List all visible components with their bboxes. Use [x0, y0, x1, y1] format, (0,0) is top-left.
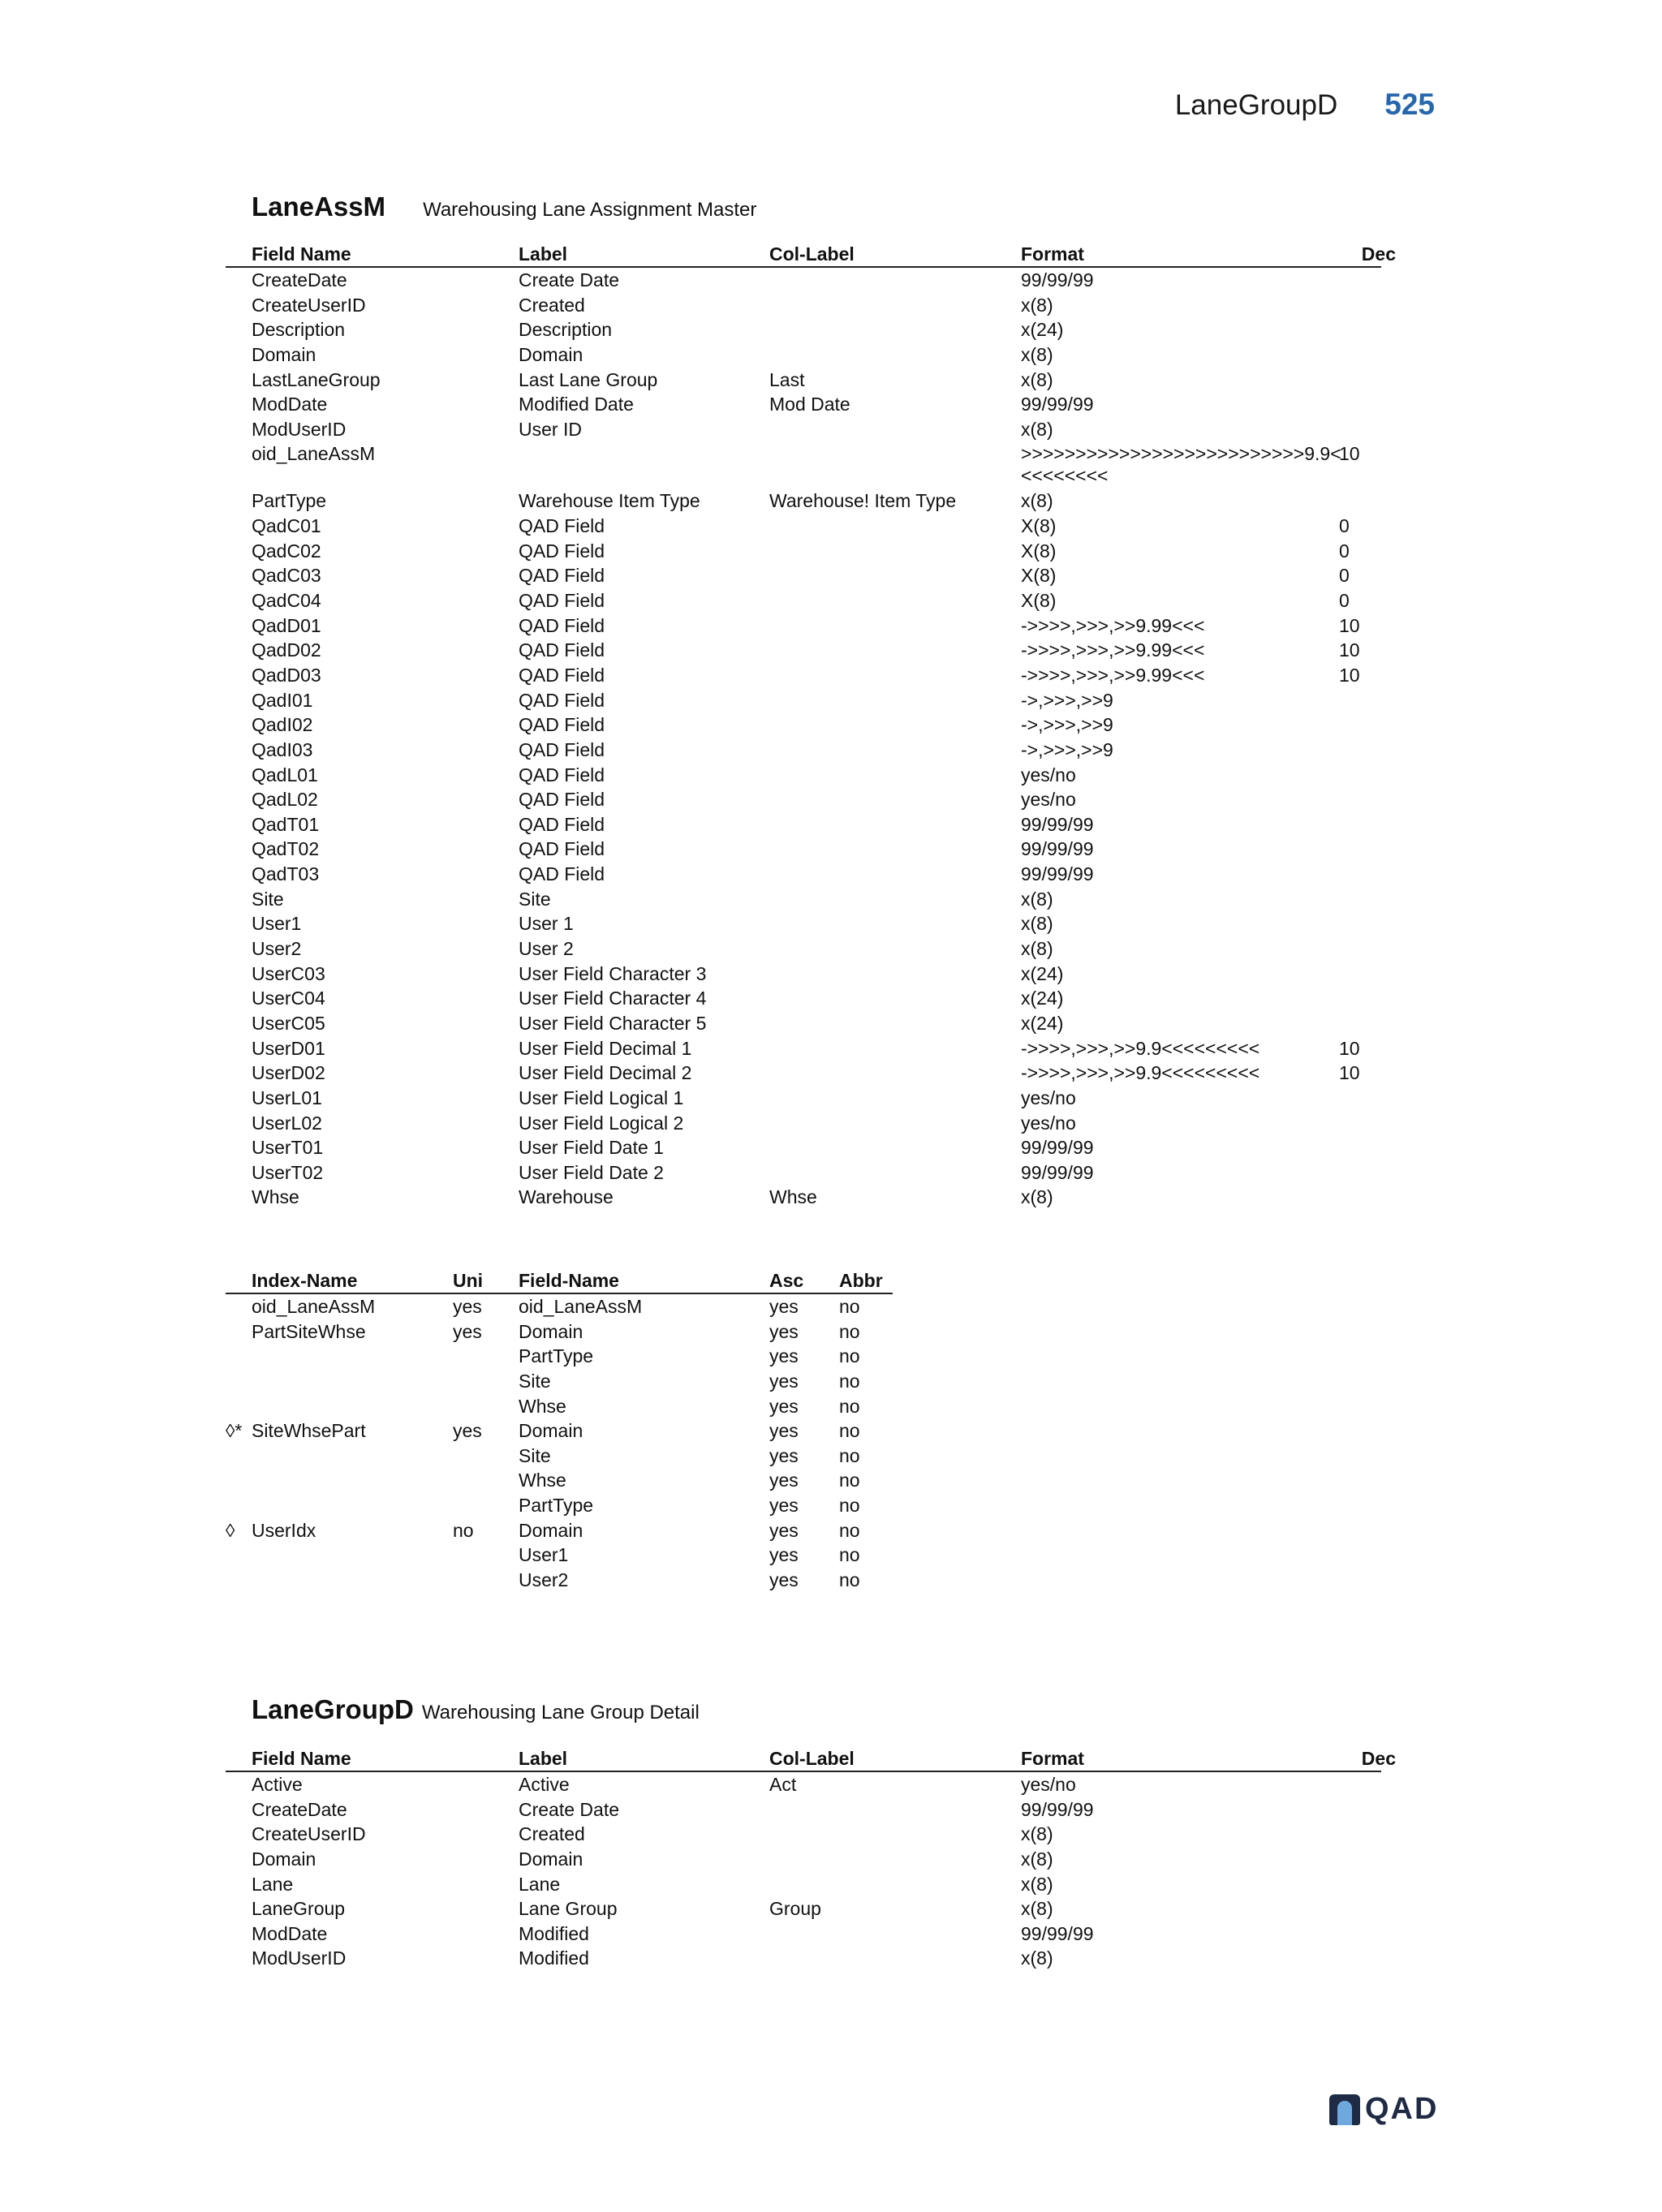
format-cell: ->>>>,>>>,>>9.99<<<: [1021, 664, 1205, 686]
table-row: [226, 1568, 893, 1593]
col-col-label: Col-Label: [769, 1748, 855, 1769]
field-name-cell: oid_LaneAssM: [252, 443, 376, 465]
label-cell: User Field Character 3: [519, 962, 707, 984]
field-name-cell: QadT01: [252, 813, 320, 835]
col-index-name: Index-Name: [252, 1270, 358, 1291]
label-cell: QAD Field: [519, 813, 605, 835]
field-name-cell: LaneGroup: [252, 1898, 346, 1920]
field-table-body-2: [226, 1772, 1381, 1971]
label-cell: Last Lane Group: [519, 368, 658, 390]
field-name-cell: QadL01: [252, 764, 318, 785]
table-title-lanegroupd: [252, 1694, 700, 1725]
table-row: [226, 986, 1381, 1011]
field-name-cell: Active: [252, 1774, 303, 1795]
format-cell: x(8): [1021, 1898, 1053, 1920]
table-row: [226, 1797, 1381, 1823]
label-cell: User Field Character 4: [519, 988, 707, 1009]
format-cell: X(8): [1021, 540, 1057, 562]
field-table-body: [226, 268, 1381, 1210]
dec-cell: 0: [1339, 565, 1350, 587]
dec-cell: 0: [1339, 590, 1350, 612]
field-name-cell: QadC02: [252, 540, 321, 562]
format-cell: ->,>>>,>>9: [1021, 738, 1113, 760]
label-cell: QAD Field: [519, 764, 605, 785]
format-cell: ->,>>>,>>9: [1021, 689, 1113, 711]
label-cell: QAD Field: [519, 863, 605, 885]
format-cell: x(8): [1021, 490, 1053, 512]
label-cell: User Field Decimal 2: [519, 1062, 692, 1084]
qad-logo: [1329, 2092, 1438, 2127]
field-name-cell: User1: [252, 913, 302, 935]
label-cell: Domain: [519, 343, 583, 365]
abbr-cell: no: [839, 1444, 860, 1466]
field-name-cell: QadI03: [252, 738, 313, 760]
dec-cell: 10: [1339, 1062, 1360, 1084]
field-name-cell: PartType: [252, 490, 327, 512]
col-format: Format: [1021, 1748, 1084, 1769]
format-cell: >>>>>>>>>>>>>>>>>>>>>>>>>>9.9<<<<<<<<<: [1021, 443, 1341, 487]
format-cell: 99/99/99: [1021, 1161, 1094, 1183]
format-cell: X(8): [1021, 515, 1057, 537]
field-name-cell: UserC03: [252, 962, 325, 984]
table-row: [226, 1185, 1381, 1210]
abbr-cell: no: [839, 1296, 860, 1317]
col-label: Label: [519, 1748, 568, 1769]
table-row: [226, 638, 1381, 663]
format-cell: 99/99/99: [1021, 813, 1094, 835]
table-row: [226, 688, 1381, 713]
label-cell: QAD Field: [519, 689, 605, 711]
field-name-cell: CreateUserID: [252, 1823, 366, 1845]
label-cell: User 2: [519, 938, 574, 960]
field-name-cell: ModUserID: [252, 418, 347, 440]
asc-cell: yes: [769, 1420, 799, 1442]
label-cell: Domain: [519, 1848, 583, 1870]
field-name-cell: PartType: [519, 1495, 594, 1517]
label-cell: Active: [519, 1774, 570, 1795]
table-row: [226, 1872, 1381, 1897]
format-cell: x(8): [1021, 343, 1053, 365]
table-row: [226, 1847, 1381, 1872]
table-name: LaneGroupD: [252, 1694, 414, 1724]
field-name-cell: Domain: [252, 1848, 316, 1870]
field-name-cell: UserD01: [252, 1037, 325, 1059]
field-name-cell: Domain: [252, 343, 316, 365]
table-row: [226, 837, 1381, 862]
label-cell: Modified: [519, 1922, 589, 1944]
field-name-cell: User1: [519, 1544, 569, 1566]
table-row: [226, 1344, 893, 1369]
asc-cell: yes: [769, 1345, 799, 1367]
label-cell: QAD Field: [519, 540, 605, 562]
field-name-cell: QadC03: [252, 565, 321, 587]
field-name-cell: QadT03: [252, 863, 320, 885]
label-cell: Create Date: [519, 269, 620, 290]
label-cell: QAD Field: [519, 639, 605, 661]
field-name-cell: QadT02: [252, 838, 320, 860]
label-cell: QAD Field: [519, 789, 605, 811]
table-row: [226, 1319, 893, 1345]
dec-cell: 10: [1339, 664, 1360, 686]
format-cell: x(8): [1021, 1823, 1053, 1845]
abbr-cell: no: [839, 1395, 860, 1417]
table-row: [226, 1772, 1381, 1797]
col-asc: Asc: [769, 1270, 804, 1291]
table-row: [226, 368, 1381, 393]
field-name-cell: ModDate: [252, 1922, 328, 1944]
label-cell: Create Date: [519, 1798, 620, 1820]
label-cell: QAD Field: [519, 565, 605, 587]
format-cell: x(8): [1021, 913, 1053, 935]
field-name-cell: Whse: [519, 1395, 566, 1417]
format-cell: ->>>>,>>>,>>9.99<<<: [1021, 614, 1205, 636]
page-header: [1175, 88, 1435, 130]
label-cell: Description: [519, 319, 613, 341]
table-description: Warehousing Lane Group Detail: [421, 1702, 700, 1724]
format-cell: yes/no: [1021, 1112, 1076, 1134]
dec-cell: 10: [1339, 1037, 1360, 1059]
label-cell: QAD Field: [519, 614, 605, 636]
label-cell: Lane: [519, 1873, 561, 1895]
table-row: [226, 1896, 1381, 1922]
index-name-cell: PartSiteWhse: [252, 1320, 366, 1342]
asc-cell: yes: [769, 1495, 799, 1517]
table-row: [226, 488, 1381, 514]
table-row: [226, 441, 1381, 488]
field-name-cell: User2: [519, 1569, 569, 1591]
format-cell: x(8): [1021, 1947, 1053, 1969]
table-row: [226, 738, 1381, 763]
format-cell: x(8): [1021, 418, 1053, 440]
field-name-cell: Description: [252, 319, 346, 341]
format-cell: ->>>>,>>>,>>9.9<<<<<<<<<: [1021, 1037, 1260, 1059]
table-row: [226, 962, 1381, 987]
asc-cell: yes: [769, 1296, 799, 1317]
format-cell: x(8): [1021, 938, 1053, 960]
label-cell: Created: [519, 1823, 585, 1845]
table-row: [226, 887, 1381, 912]
field-name-cell: QadD01: [252, 614, 321, 636]
label-cell: QAD Field: [519, 714, 605, 736]
field-name-cell: CreateDate: [252, 1798, 347, 1820]
format-cell: x(24): [1021, 988, 1064, 1009]
format-cell: x(24): [1021, 962, 1064, 984]
label-cell: User Field Logical 1: [519, 1087, 684, 1108]
index-name-cell: SiteWhsePart: [252, 1420, 366, 1442]
abbr-cell: no: [839, 1470, 860, 1491]
uni-cell: yes: [453, 1320, 482, 1342]
field-name-cell: PartType: [519, 1345, 594, 1367]
col-dec: Dec: [1361, 243, 1396, 265]
field-name-cell: ModUserID: [252, 1947, 347, 1969]
col-label-cell: Last: [769, 368, 805, 390]
label-cell: User Field Date 2: [519, 1161, 664, 1183]
col-dec: Dec: [1361, 1748, 1396, 1769]
field-name-cell: User2: [252, 938, 302, 960]
asc-cell: yes: [769, 1444, 799, 1466]
table-row: [226, 1394, 893, 1419]
table-row: [226, 1061, 1381, 1086]
table-row: [226, 712, 1381, 738]
table-row: [226, 1543, 893, 1568]
format-cell: 99/99/99: [1021, 838, 1094, 860]
format-cell: ->>>>,>>>,>>9.9<<<<<<<<<: [1021, 1062, 1260, 1084]
label-cell: QAD Field: [519, 590, 605, 612]
field-name-cell: UserD02: [252, 1062, 325, 1084]
format-cell: yes/no: [1021, 789, 1076, 811]
asc-cell: yes: [769, 1544, 799, 1566]
table-row: [226, 1493, 893, 1518]
format-cell: x(8): [1021, 1848, 1053, 1870]
index-name-cell: UserIdx: [252, 1519, 316, 1541]
col-format: Format: [1021, 243, 1084, 265]
table-description: Warehousing Lane Assignment Master: [423, 199, 757, 221]
col-label-cell: Warehouse! Item Type: [769, 490, 957, 512]
table-row: [226, 1160, 1381, 1186]
label-cell: QAD Field: [519, 838, 605, 860]
field-name-cell: Domain: [519, 1420, 583, 1442]
table-row: [226, 862, 1381, 887]
format-cell: ->,>>>,>>9: [1021, 714, 1113, 736]
table-row: [226, 293, 1381, 318]
field-name-cell: UserT01: [252, 1137, 324, 1159]
table-name: LaneAssM: [252, 192, 386, 222]
label-cell: User Field Character 5: [519, 1012, 707, 1034]
table-row: [226, 1294, 893, 1319]
format-cell: 99/99/99: [1021, 1922, 1094, 1944]
col-uni: Uni: [453, 1270, 484, 1291]
field-name-cell: oid_LaneAssM: [519, 1296, 643, 1317]
page-number: 525: [1384, 88, 1435, 121]
asc-cell: yes: [769, 1519, 799, 1541]
field-name-cell: Site: [519, 1444, 551, 1466]
format-cell: 99/99/99: [1021, 1798, 1094, 1820]
table-row: [226, 317, 1381, 342]
uni-cell: no: [453, 1519, 474, 1541]
table-row: [226, 514, 1381, 539]
col-label-cell: Group: [769, 1898, 821, 1920]
field-name-cell: LastLaneGroup: [252, 368, 381, 390]
index-name-cell: oid_LaneAssM: [252, 1296, 376, 1317]
table-row: [226, 911, 1381, 936]
table-row: [226, 268, 1381, 293]
col-label-cell: Mod Date: [769, 394, 850, 415]
label-cell: User Field Date 1: [519, 1137, 664, 1159]
field-name-cell: ModDate: [252, 394, 328, 415]
asc-cell: yes: [769, 1395, 799, 1417]
table-row: [226, 1036, 1381, 1061]
table-row: [226, 1922, 1381, 1947]
table-row: [226, 417, 1381, 442]
abbr-cell: no: [839, 1519, 860, 1541]
field-name-cell: Site: [252, 888, 284, 910]
dec-cell: 0: [1339, 540, 1350, 562]
table-row: [226, 588, 1381, 613]
table-row: [226, 1822, 1381, 1847]
col-field-name: Field Name: [252, 243, 351, 265]
index-marker: ◊: [226, 1519, 235, 1541]
table-row: [226, 1086, 1381, 1111]
table-row: [226, 539, 1381, 564]
uni-cell: yes: [453, 1296, 482, 1317]
format-cell: 99/99/99: [1021, 863, 1094, 885]
field-name-cell: UserL01: [252, 1087, 322, 1108]
asc-cell: yes: [769, 1320, 799, 1342]
section-name: LaneGroupD: [1174, 89, 1338, 121]
field-table-header-2: [226, 1746, 1396, 1772]
abbr-cell: no: [839, 1320, 860, 1342]
label-cell: User Field Decimal 1: [519, 1037, 692, 1059]
format-cell: ->>>>,>>>,>>9.99<<<: [1021, 639, 1205, 661]
field-name-cell: UserC05: [252, 1012, 325, 1034]
table-row: [226, 763, 1381, 788]
table-row: [226, 1468, 893, 1493]
field-name-cell: QadI02: [252, 714, 313, 736]
label-cell: User Field Logical 2: [519, 1112, 684, 1134]
field-name-cell: QadL02: [252, 789, 318, 811]
abbr-cell: no: [839, 1345, 860, 1367]
field-name-cell: QadC04: [252, 590, 321, 612]
format-cell: yes/no: [1021, 1087, 1076, 1108]
format-cell: 99/99/99: [1021, 269, 1094, 290]
qad-logo-icon: [1329, 2094, 1360, 2125]
table-row: [226, 663, 1381, 688]
abbr-cell: no: [839, 1569, 860, 1591]
label-cell: User ID: [519, 418, 582, 440]
index-marker: ◊*: [226, 1420, 243, 1442]
abbr-cell: no: [839, 1544, 860, 1566]
abbr-cell: no: [839, 1495, 860, 1517]
table-row: [226, 1444, 893, 1469]
abbr-cell: no: [839, 1370, 860, 1392]
field-name-cell: UserT02: [252, 1161, 324, 1183]
table-row: [226, 1418, 893, 1444]
label-cell: Warehouse: [519, 1186, 614, 1208]
field-name-cell: Domain: [519, 1519, 583, 1541]
format-cell: yes/no: [1021, 1774, 1076, 1795]
field-name-cell: Domain: [519, 1320, 583, 1342]
field-name-cell: UserL02: [252, 1112, 322, 1134]
dec-cell: 10: [1339, 639, 1360, 661]
label-cell: QAD Field: [519, 664, 605, 686]
field-name-cell: CreateDate: [252, 269, 347, 290]
index-table-body: [226, 1294, 893, 1593]
label-cell: User 1: [519, 913, 574, 935]
col-col-label: Col-Label: [769, 243, 855, 265]
col-label-cell: Act: [769, 1774, 797, 1795]
label-cell: Lane Group: [519, 1898, 618, 1920]
index-table-header: [226, 1268, 893, 1294]
table-row: [226, 613, 1381, 639]
format-cell: x(8): [1021, 1186, 1053, 1208]
field-name-cell: QadI01: [252, 689, 313, 711]
col-label-cell: Whse: [769, 1186, 817, 1208]
format-cell: 99/99/99: [1021, 1137, 1094, 1159]
asc-cell: yes: [769, 1370, 799, 1392]
uni-cell: yes: [453, 1420, 482, 1442]
format-cell: x(24): [1021, 319, 1064, 341]
field-name-cell: UserC04: [252, 988, 325, 1009]
format-cell: X(8): [1021, 565, 1057, 587]
format-cell: X(8): [1021, 590, 1057, 612]
table-row: [226, 392, 1381, 417]
table-row: [226, 812, 1381, 837]
asc-cell: yes: [769, 1569, 799, 1591]
format-cell: yes/no: [1021, 764, 1076, 785]
label-cell: Warehouse Item Type: [519, 490, 700, 512]
table-row: [226, 1135, 1381, 1160]
dec-cell: 0: [1339, 515, 1350, 537]
table-row: [226, 1518, 893, 1543]
label-cell: Site: [519, 888, 551, 910]
format-cell: x(24): [1021, 1012, 1064, 1034]
col-field-name: Field Name: [252, 1748, 351, 1769]
label-cell: Modified Date: [519, 394, 634, 415]
abbr-cell: no: [839, 1420, 860, 1442]
dec-cell: 10: [1339, 614, 1360, 636]
format-cell: x(8): [1021, 368, 1053, 390]
field-name-cell: QadD02: [252, 639, 321, 661]
col-field-name: Field-Name: [519, 1270, 619, 1291]
table-row: [226, 563, 1381, 588]
field-name-cell: Lane: [252, 1873, 294, 1895]
table-row: [226, 1369, 893, 1394]
col-label: Label: [519, 243, 568, 265]
col-abbr: Abbr: [839, 1270, 883, 1291]
label-cell: Modified: [519, 1947, 589, 1969]
format-cell: x(8): [1021, 1873, 1053, 1895]
field-name-cell: CreateUserID: [252, 294, 366, 316]
table-row: [226, 1946, 1381, 1971]
table-row: [226, 936, 1381, 962]
table-row: [226, 342, 1381, 368]
field-name-cell: QadD03: [252, 664, 321, 686]
format-cell: x(8): [1021, 888, 1053, 910]
format-cell: 99/99/99: [1021, 394, 1094, 415]
label-cell: Created: [519, 294, 585, 316]
table-row: [226, 787, 1381, 812]
field-name-cell: QadC01: [252, 515, 321, 537]
table-row: [226, 1111, 1381, 1136]
table-row: [226, 1011, 1381, 1036]
label-cell: QAD Field: [519, 738, 605, 760]
field-name-cell: Whse: [519, 1470, 566, 1491]
field-name-cell: Whse: [252, 1186, 299, 1208]
format-cell: x(8): [1021, 294, 1053, 316]
field-name-cell: Site: [519, 1370, 551, 1392]
table-title-laneassm: [252, 192, 756, 222]
qad-logo-text: QAD: [1365, 2092, 1439, 2126]
field-table-header: [226, 242, 1396, 268]
asc-cell: yes: [769, 1470, 799, 1491]
label-cell: QAD Field: [519, 515, 605, 537]
dec-cell: 10: [1339, 443, 1360, 465]
